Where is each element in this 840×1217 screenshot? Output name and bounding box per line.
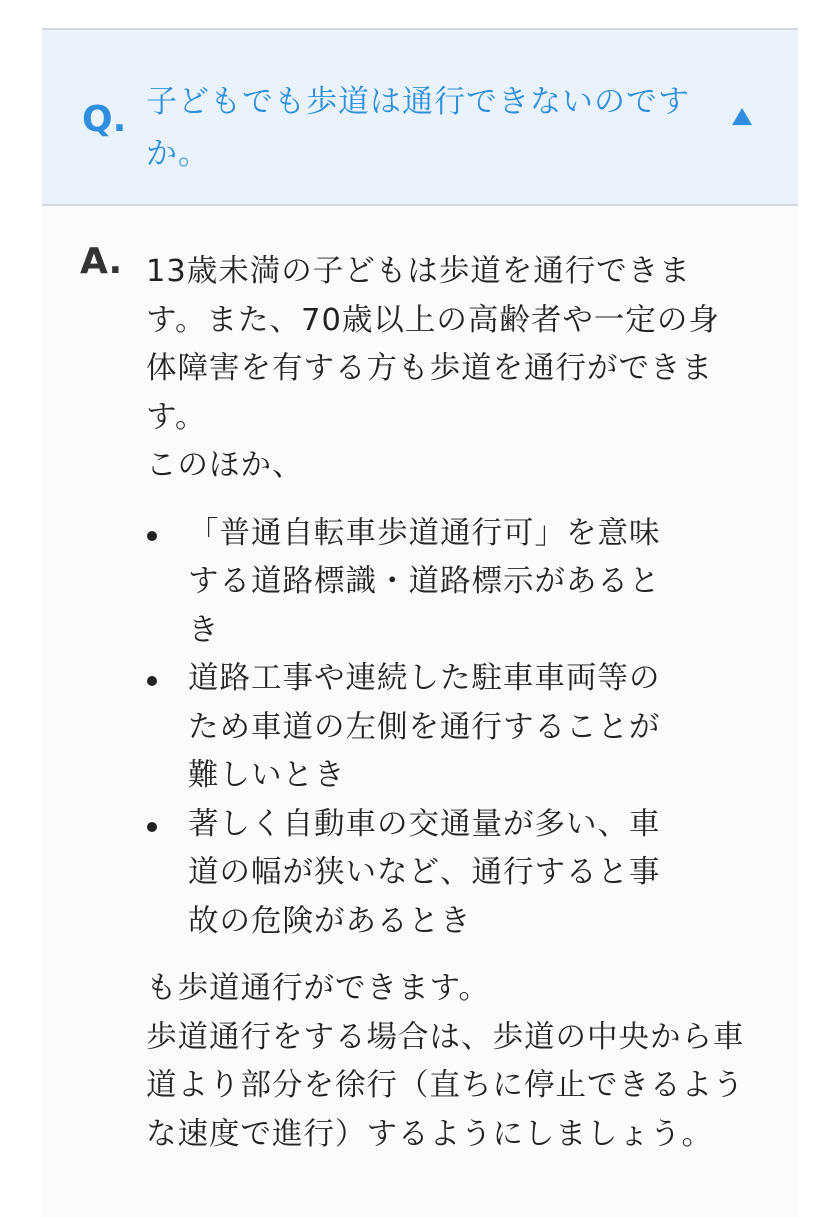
- condition-item: 「普通自転車歩道通行可」を意味する道路標識・道路標示があるとき: [146, 510, 666, 656]
- question-text[interactable]: 子どもでも歩道は通行できないのですか。: [146, 84, 690, 172]
- condition-item: 道路工事や連続した駐車車両等のため車道の左側を通行することが難しいとき: [146, 655, 666, 801]
- answer-body: [146, 248, 746, 1159]
- answer-mark: A.: [80, 241, 123, 282]
- answer-lead: このほか、: [146, 448, 304, 483]
- faq-item: [42, 28, 798, 1217]
- condition-list: [146, 510, 746, 947]
- faq-question-toggle[interactable]: [42, 30, 798, 206]
- answer-closing: 歩道通行をする場合は、歩道の中央から車道より部分を徐行（直ちに停止できるような速度で進行）するようにしましょう。: [146, 1019, 745, 1152]
- triangle-up-icon[interactable]: [732, 108, 752, 125]
- condition-item: 著しく自動車の交通量が多い、車道の幅が狭いなど、通行すると事故の危険があるとき: [146, 801, 666, 947]
- answer-after-list: も歩道通行ができます。: [146, 971, 491, 1006]
- answer-intro: 13歳未満の子どもは歩道を通行できます。また、70歳以上の高齢者や一定の身体障害を有する方も歩道を通行ができます。: [146, 254, 720, 435]
- question-mark: Q.: [82, 99, 127, 140]
